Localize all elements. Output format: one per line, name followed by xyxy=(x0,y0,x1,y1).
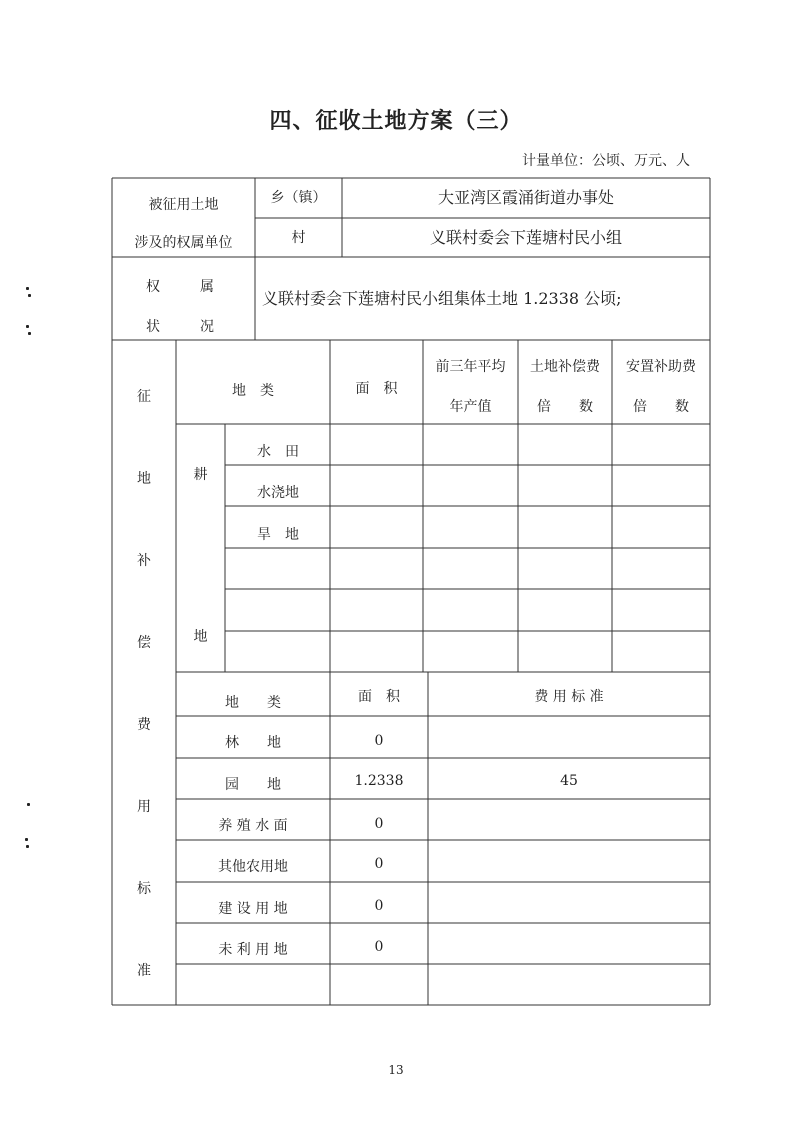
vertical-label-char: 费 xyxy=(137,717,151,733)
vertical-label-char: 补 xyxy=(137,553,151,569)
vertical-label-char: 地 xyxy=(137,471,151,487)
header-land-compensation-line2: 倍 数 xyxy=(537,399,593,415)
arable-row-label: 水 田 xyxy=(257,444,299,460)
binding-mark xyxy=(26,325,29,328)
status-label-a2: 属 xyxy=(200,279,214,295)
table-row-type: 养 殖 水 面 xyxy=(218,818,288,834)
header-land-type: 地 类 xyxy=(232,383,274,399)
vertical-label-char: 用 xyxy=(137,799,151,815)
vertical-label-char: 标 xyxy=(137,881,151,897)
status-label-a1: 权 xyxy=(146,279,160,295)
page-title: 四、征收土地方案（三） xyxy=(269,108,523,134)
page-number: 13 xyxy=(388,1063,404,1077)
vertical-label-char: 偿 xyxy=(137,635,151,651)
arable-char-bottom: 地 xyxy=(193,629,208,645)
header-avg-output-line1: 前三年平均 xyxy=(435,359,506,375)
vertical-label-char: 准 xyxy=(137,963,151,979)
town-value: 大亚湾区霞涌街道办事处 xyxy=(437,188,614,207)
arable-char-top: 耕 xyxy=(193,467,208,483)
table-row-type: 林 地 xyxy=(225,735,281,751)
ownership-label-line1: 被征用土地 xyxy=(148,197,219,213)
header-resettlement-line1: 安置补助费 xyxy=(626,359,696,375)
binding-mark xyxy=(27,803,30,806)
table-row-type: 园 地 xyxy=(225,777,281,793)
ownership-status-value: 义联村委会下莲塘村民小组集体土地 1.2338 公顷; xyxy=(262,289,622,308)
header-area: 面 积 xyxy=(355,381,398,397)
table-row-area: 0 xyxy=(374,856,384,872)
arable-row-label: 水浇地 xyxy=(257,485,299,501)
other-header-standard: 费 用 标 准 xyxy=(534,689,604,705)
table-row-type: 未 利 用 地 xyxy=(218,942,288,958)
table-row-type: 建 设 用 地 xyxy=(218,901,288,917)
binding-mark xyxy=(26,845,29,848)
status-label-b1: 状 xyxy=(146,319,160,335)
header-land-compensation-line1: 土地补偿费 xyxy=(530,359,600,375)
other-header-area: 面 积 xyxy=(358,689,400,705)
binding-mark xyxy=(25,838,28,841)
ownership-label-line2: 涉及的权属单位 xyxy=(134,235,233,251)
table-row-area: 0 xyxy=(374,733,384,749)
table-row-area: 1.2338 xyxy=(354,773,404,789)
measurement-unit-note: 计量单位：公顷、万元、人 xyxy=(522,153,690,169)
other-header-land-type: 地 类 xyxy=(225,695,281,711)
village-value: 义联村委会下莲塘村民小组 xyxy=(429,228,622,247)
vertical-label-char: 征 xyxy=(137,389,151,405)
binding-mark xyxy=(28,332,31,335)
arable-row-label: 旱 地 xyxy=(257,527,299,543)
binding-mark xyxy=(26,287,29,290)
table-row-area: 0 xyxy=(374,816,384,832)
status-label-b2: 况 xyxy=(200,319,214,335)
table-row-type: 其他农用地 xyxy=(218,859,288,875)
town-label: 乡（镇） xyxy=(270,190,327,206)
header-avg-output-line2: 年产值 xyxy=(449,399,492,415)
village-label: 村 xyxy=(291,230,306,246)
table-row-standard: 45 xyxy=(560,773,578,789)
binding-mark xyxy=(28,294,31,297)
table-row-area: 0 xyxy=(374,898,384,914)
table-row-area: 0 xyxy=(374,939,384,955)
header-resettlement-line2: 倍 数 xyxy=(633,399,689,415)
